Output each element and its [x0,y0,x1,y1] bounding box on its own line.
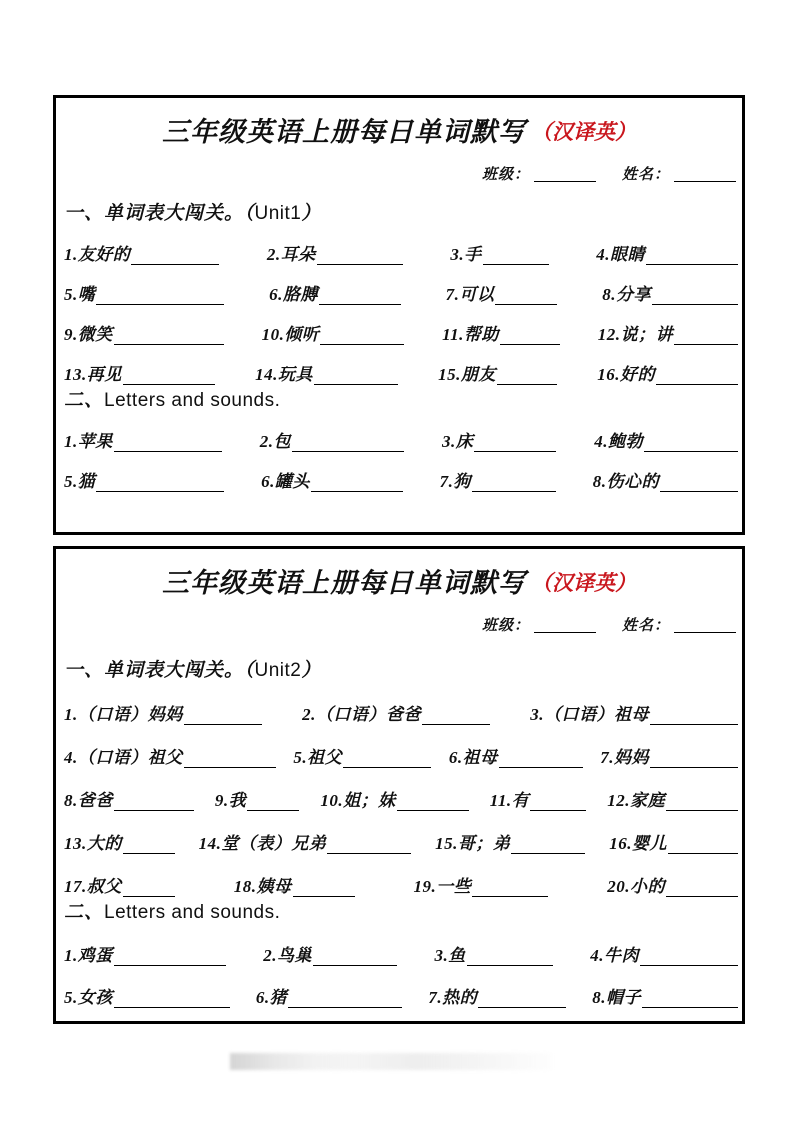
answer-blank[interactable] [646,250,738,265]
word-entry [234,877,355,897]
answer-blank[interactable] [467,951,553,966]
answer-blank[interactable] [319,290,401,305]
section-one-unit: Unit1 [254,203,302,224]
answer-blank[interactable] [292,437,404,452]
word-row [56,345,742,385]
word-entry [414,877,549,897]
word-entry [609,834,738,854]
word-prompt: 10.姐；妹 [320,791,396,811]
word-entry [450,245,548,265]
answer-blank[interactable] [123,370,215,385]
word-prompt: 14.玩具 [255,365,313,385]
word-row [56,811,742,854]
answer-blank[interactable] [184,710,262,725]
word-row [56,452,742,492]
answer-blank[interactable] [674,330,738,345]
answer-blank[interactable] [511,839,585,854]
answer-blank[interactable] [668,839,738,854]
word-prompt: 7.热的 [428,988,478,1008]
word-entry [320,791,468,811]
name-label: 姓名： [621,167,670,183]
word-prompt: 16.婴儿 [609,834,667,854]
letters-sounds-list-unit2 [56,924,742,1008]
word-prompt: 6.胳膊 [269,285,318,305]
word-entry [64,791,194,811]
word-entry [435,946,553,966]
answer-blank[interactable] [397,796,469,811]
name-label-2: 姓名： [621,618,670,634]
word-row [56,265,742,305]
answer-blank[interactable] [114,437,222,452]
word-prompt: 5.祖父 [293,748,343,768]
word-entry [442,325,560,345]
answer-blank[interactable] [650,710,738,725]
word-prompt: 15.哥；弟 [435,834,511,854]
word-row [56,966,742,1008]
word-entry [428,988,566,1008]
word-entry [594,432,738,452]
word-entry [602,285,738,305]
word-prompt: 4.牛肉 [590,946,639,966]
word-entry [590,946,738,966]
word-row [56,768,742,811]
word-entry [64,365,215,385]
word-entry [64,748,276,768]
word-entry [593,472,738,492]
word-entry [64,472,224,492]
word-entry [435,834,585,854]
word-prompt: 6.祖母 [448,748,498,768]
word-entry [446,285,558,305]
word-entry [64,705,262,725]
word-prompt: 5.猫 [64,472,96,492]
word-entry [64,245,219,265]
answer-blank[interactable] [96,290,224,305]
answer-blank[interactable] [656,370,738,385]
word-prompt: 15.朋友 [438,365,496,385]
word-prompt: 17.叔父 [64,877,122,897]
word-prompt: 1.苹果 [64,432,113,452]
answer-blank[interactable] [293,882,355,897]
answer-blank[interactable] [500,330,560,345]
section-two-prefix-2: 二、 [64,902,105,923]
answer-blank[interactable] [652,290,738,305]
section-heading-two-2 [56,897,742,924]
answer-blank[interactable] [317,250,403,265]
answer-blank[interactable] [96,477,224,492]
word-row [56,854,742,897]
word-prompt: 14.堂（表）兄弟 [198,834,327,854]
word-entry [256,988,402,1008]
answer-blank[interactable] [530,796,586,811]
word-row [56,305,742,345]
word-prompt: 2.耳朵 [266,245,316,265]
answer-blank[interactable] [288,993,402,1008]
worksheet-card-unit1 [53,95,745,535]
word-prompt: 7.妈妈 [600,748,650,768]
word-entry [64,285,224,305]
word-prompt: 8.帽子 [592,988,642,1008]
answer-blank[interactable] [123,839,175,854]
answer-blank[interactable] [320,330,404,345]
answer-blank[interactable] [327,839,411,854]
footer-watermark [230,1053,552,1070]
answer-blank[interactable] [114,993,230,1008]
answer-blank[interactable] [478,993,566,1008]
word-entry [262,325,405,345]
class-label: 班级： [481,167,530,183]
answer-blank[interactable] [497,370,557,385]
section-one-prefix: 一、单词表大闯关。（ [64,203,255,224]
answer-blank[interactable] [314,370,398,385]
word-prompt: 8.分享 [602,285,651,305]
word-entry [64,432,222,452]
class-label-2: 班级： [481,618,530,634]
section-two-latin-2: Letters and sounds. [104,902,281,923]
answer-blank[interactable] [483,250,549,265]
page-title-2: 三年级英语上册每日单词默写 [162,568,526,598]
word-prompt: 13.大的 [64,834,122,854]
word-entry [260,432,404,452]
answer-blank[interactable] [472,477,556,492]
word-prompt: 1.鸡蛋 [64,946,113,966]
student-meta-row-2 [56,614,742,635]
word-entry [64,988,230,1008]
word-entry [490,791,586,811]
answer-blank[interactable] [311,477,403,492]
word-prompt: 8.爸爸 [64,791,113,811]
word-entry [293,748,431,768]
section-one-suffix-2: ） [301,660,322,681]
answer-blank[interactable] [131,250,219,265]
page-title-annotation-2: （汉译英） [531,571,636,595]
word-entry [267,245,403,265]
word-prompt: 2.鸟巢 [263,946,312,966]
word-prompt: 7.狗 [439,472,471,492]
word-prompt: 6.猪 [255,988,288,1008]
word-entry [64,946,226,966]
name-input-blank-2[interactable] [674,617,736,633]
word-prompt: 20.小的 [607,877,665,897]
word-prompt: 13.再见 [64,365,122,385]
word-prompt: 19.一些 [413,877,472,897]
word-entry [592,988,738,1008]
answer-blank[interactable] [644,437,738,452]
word-prompt: 1.友好的 [64,245,131,265]
class-input-blank-2[interactable] [534,617,596,633]
word-prompt: 3.手 [450,245,482,265]
word-entry [442,432,556,452]
word-entry [449,748,583,768]
section-two-latin: Letters and sounds. [104,390,281,411]
section-one-unit-2: Unit2 [254,660,302,681]
word-prompt: 1.（口语）妈妈 [64,705,183,725]
word-prompt: 3.鱼 [434,946,466,966]
word-list-unit2 [56,682,742,897]
word-row [56,725,742,768]
word-entry [438,365,557,385]
word-list-unit1 [56,225,742,385]
word-prompt: 18.姨母 [233,877,292,897]
word-entry [440,472,556,492]
word-entry [596,245,738,265]
word-entry [607,791,738,811]
page-title: 三年级英语上册每日单词默写 [162,117,526,147]
word-entry [261,472,403,492]
word-prompt: 9.我 [214,791,247,811]
answer-blank[interactable] [123,882,175,897]
word-prompt: 16.好的 [597,365,655,385]
word-entry [530,705,738,725]
answer-blank[interactable] [114,951,226,966]
word-prompt: 7.可以 [445,285,495,305]
answer-blank[interactable] [184,753,276,768]
word-entry [269,285,401,305]
answer-blank[interactable] [343,753,431,768]
word-prompt: 3.（口语）祖母 [530,705,649,725]
word-prompt: 11.有 [489,791,530,811]
word-prompt: 12.家庭 [607,791,665,811]
word-row [56,412,742,452]
word-entry [600,748,738,768]
word-prompt: 4.眼睛 [596,245,646,265]
word-prompt: 6.罐头 [261,472,310,492]
section-one-suffix: ） [301,203,322,224]
word-entry [255,365,398,385]
answer-blank[interactable] [666,796,738,811]
name-input-blank[interactable] [674,166,736,182]
word-prompt: 12.说；讲 [597,325,673,345]
word-prompt: 8.伤心的 [592,472,659,492]
word-prompt: 2.包 [259,432,291,452]
word-prompt: 4.鲍勃 [594,432,643,452]
worksheet-card-unit2 [53,546,745,1024]
word-entry [64,834,175,854]
word-prompt: 4.（口语）祖父 [64,748,183,768]
word-entry [199,834,412,854]
word-row [56,225,742,265]
answer-blank[interactable] [114,796,194,811]
answer-blank[interactable] [642,993,738,1008]
answer-blank[interactable] [650,753,738,768]
word-entry [302,705,490,725]
answer-blank[interactable] [114,330,224,345]
word-prompt: 9.微笑 [64,325,113,345]
word-row [56,924,742,966]
student-meta-row [56,163,742,184]
worksheet-title-row [56,98,742,149]
section-heading-two [56,385,742,412]
answer-blank[interactable] [640,951,738,966]
answer-blank[interactable] [474,437,556,452]
answer-blank[interactable] [472,882,548,897]
word-entry [607,877,738,897]
word-prompt: 11.帮助 [442,325,499,345]
word-entry [598,325,738,345]
page-title-annotation: （汉译英） [531,120,636,144]
word-prompt: 10.倾听 [261,325,320,345]
word-prompt: 5.嘴 [64,285,96,305]
letters-sounds-list-unit1 [56,412,742,492]
answer-blank[interactable] [495,290,557,305]
answer-blank[interactable] [660,477,738,492]
answer-blank[interactable] [499,753,583,768]
section-heading-one [56,198,742,225]
answer-blank[interactable] [247,796,299,811]
section-two-prefix: 二、 [64,390,105,411]
section-one-prefix-2: 一、单词表大闯关。（ [64,660,255,681]
word-entry [64,325,224,345]
word-entry [263,946,397,966]
word-entry [597,365,738,385]
word-entry [215,791,299,811]
answer-blank[interactable] [666,882,738,897]
word-prompt: 3.床 [442,432,474,452]
class-input-blank[interactable] [534,166,596,182]
word-prompt: 5.女孩 [64,988,113,1008]
word-row [56,682,742,725]
word-prompt: 2.（口语）爸爸 [302,705,421,725]
section-heading-one-2 [56,655,742,682]
word-entry [64,877,175,897]
answer-blank[interactable] [422,710,490,725]
worksheet-title-row-2 [56,549,742,600]
answer-blank[interactable] [313,951,397,966]
